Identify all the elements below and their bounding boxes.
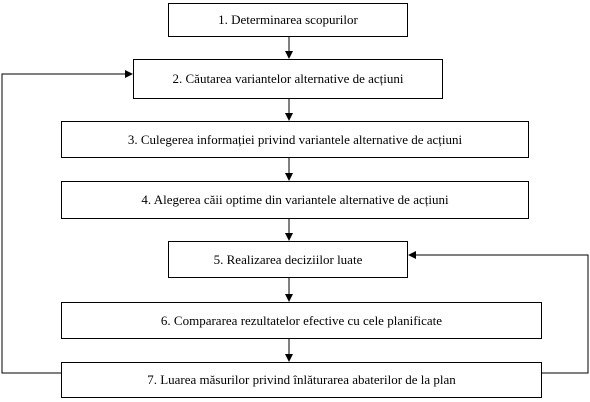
- step-3-box: [61, 121, 529, 158]
- step-6-box: [61, 302, 542, 339]
- step-1-label: 1. Determinarea scopurilor: [218, 12, 358, 27]
- step-6-label: 6. Compararea rezultatelor efective cu cele planificate: [160, 312, 443, 328]
- step-3-label: 3. Culegerea informației privind variantele alternative de acțiuni: [127, 131, 463, 147]
- step-5-label: 5. Realizarea deciziilor luate: [213, 251, 363, 267]
- step-2-label: 2. Căutarea variantelor alternative de acțiuni: [172, 71, 404, 86]
- step-2-box: [133, 59, 443, 99]
- step-7-label: 7. Luarea măsurilor privind înlăturarea abaterilor de la plan: [147, 372, 456, 387]
- step-5-box: [168, 241, 408, 278]
- step-4-label: 4. Alegerea căii optime din variantele alternative de acțiuni: [141, 192, 449, 207]
- step-4-box: [61, 181, 529, 219]
- step-1-box: [168, 3, 408, 37]
- step-7-box: [61, 362, 542, 398]
